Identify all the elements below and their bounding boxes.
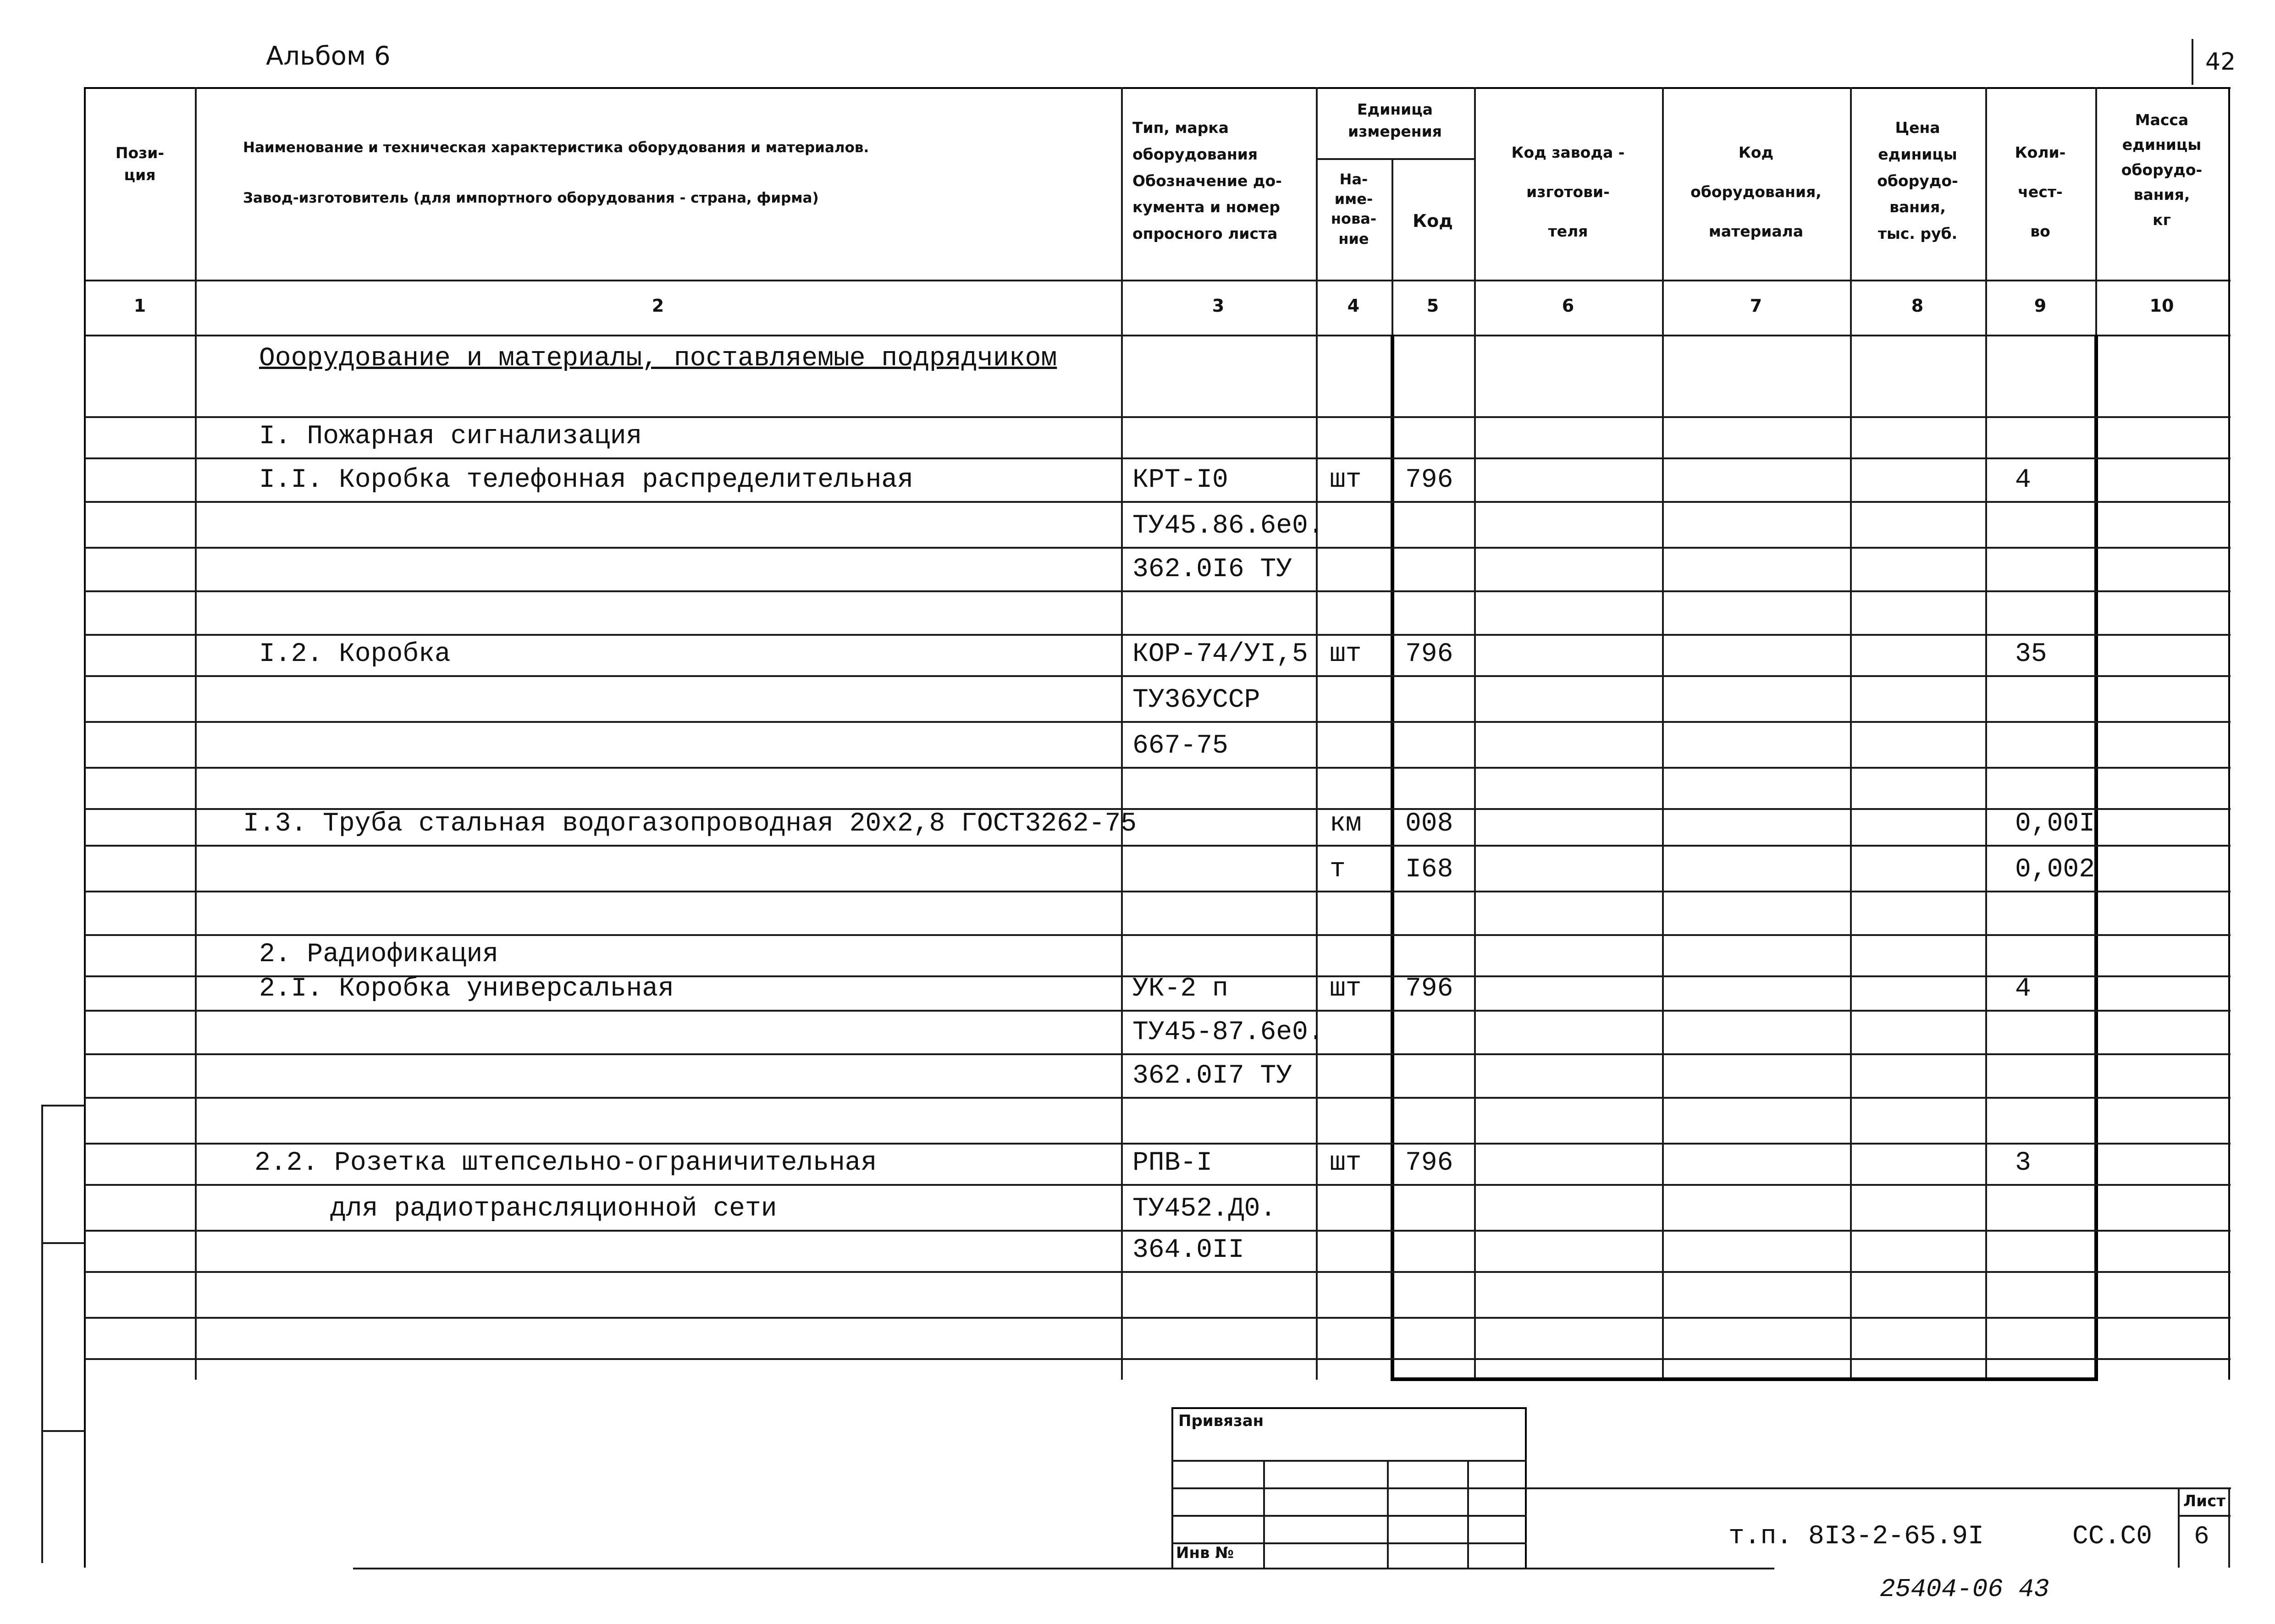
stamp-privyazan: Привязан	[1178, 1412, 1264, 1430]
row-name: I. Пожарная сигнализация	[259, 422, 642, 451]
sheet-box-mid	[2178, 1515, 2231, 1517]
row-code: 008	[1405, 809, 1453, 839]
row-qty: 4	[2015, 465, 2031, 495]
section-title: Ооорудование и материалы, поставляемые подрядчиком	[259, 344, 1057, 374]
bold-frame-bottom	[1391, 1377, 2098, 1381]
stamp-top	[1171, 1407, 1527, 1409]
row-divider	[85, 501, 2231, 503]
row-divider	[85, 767, 2231, 769]
col-line-6	[1662, 87, 1664, 1380]
stamp-row-1	[1171, 1460, 1527, 1462]
sheet-box-right	[2228, 1487, 2230, 1568]
column-number: 2	[652, 296, 664, 316]
row-divider	[85, 1230, 2231, 1232]
stamp-inventory-number: Инв №	[1176, 1544, 1234, 1562]
header-unit-group: Единица измерения	[1348, 100, 1442, 140]
table-left-border	[84, 87, 86, 1568]
page-number: 42	[2205, 48, 2236, 76]
row-unit: т	[1330, 855, 1346, 885]
row-name: I.2. Коробка	[259, 639, 451, 669]
header-equipment-code: Код оборудования, материала	[1690, 143, 1822, 240]
row-name: 2.I. Коробка универсальная	[259, 974, 674, 1004]
row-qty: 4	[2015, 974, 2031, 1004]
row-divider	[85, 1358, 2231, 1360]
handwritten-footer-number: 25404-06 43	[1880, 1574, 2049, 1604]
row-qty: 0,002	[2015, 855, 2095, 885]
title-block-bottom-line	[353, 1568, 1774, 1569]
column-number: 7	[1750, 296, 1762, 316]
row-type: УК-2 п	[1132, 974, 1228, 1004]
col-line-8	[1985, 87, 1987, 1380]
row-divider	[85, 1271, 2231, 1273]
row-unit: шт	[1330, 974, 1362, 1004]
row-divider	[85, 1317, 2231, 1319]
column-number: 8	[1911, 296, 1924, 316]
header-unit-name: На- име- нова- ние	[1331, 171, 1377, 248]
row-type: 362.0I6 ТУ	[1132, 555, 1292, 584]
title-block-top-line	[1525, 1487, 2231, 1489]
column-number: 6	[1562, 296, 1574, 316]
row-name: для радиотрансляционной сети	[330, 1194, 777, 1224]
row-qty: 35	[2015, 639, 2047, 669]
album-label: Альбом 6	[266, 41, 391, 71]
header-name-line2: Завод-изготовитель (для импортного оборудования - страна, фирма)	[243, 190, 819, 206]
stamp-col-1	[1263, 1460, 1265, 1568]
row-type: КОР-74/УI,5	[1132, 639, 1308, 669]
sheet-box-left	[2178, 1487, 2180, 1568]
sheet-label: Лист	[2183, 1492, 2225, 1510]
bold-frame-left	[1391, 335, 1394, 1380]
unit-group-divider	[1316, 158, 1474, 160]
header-name-line1: Наименование и техническая характеристика оборудования и материалов.	[243, 139, 869, 156]
row-qty: 0,00I	[2015, 809, 2095, 839]
row-type: ТУ452.Д0.	[1132, 1194, 1276, 1224]
col-line-5	[1474, 87, 1476, 1380]
row-code: 796	[1405, 639, 1453, 669]
row-type: 667-75	[1132, 731, 1228, 761]
header-mass: Масса единицы оборудо- вания, кг	[2121, 111, 2203, 229]
stamp-row-3	[1171, 1515, 1527, 1517]
margin-box-mid1	[41, 1242, 85, 1244]
row-divider	[85, 1010, 2231, 1012]
row-divider	[85, 1143, 2231, 1145]
row-divider	[85, 590, 2231, 592]
row-type: 364.0II	[1132, 1235, 1244, 1265]
row-type: РПВ-I	[1132, 1148, 1213, 1178]
header-quantity: Коли- чест- во	[2015, 143, 2066, 240]
row-divider	[85, 1053, 2231, 1055]
row-type: 362.0I7 ТУ	[1132, 1061, 1292, 1091]
header-factory-code: Код завода - изготови- теля	[1511, 143, 1625, 240]
row-name: I.I. Коробка телефонная распределительная	[259, 465, 914, 495]
sheet-number: 6	[2194, 1522, 2209, 1551]
row-unit: км	[1330, 809, 1362, 839]
row-type: ТУ45.86.6е0.	[1132, 511, 1324, 541]
row-unit: шт	[1330, 639, 1362, 669]
column-number: 3	[1212, 296, 1225, 316]
stamp-col-3	[1467, 1460, 1469, 1568]
table-top-border	[85, 87, 2231, 89]
column-number: 9	[2034, 296, 2047, 316]
stamp-col-2	[1387, 1460, 1389, 1568]
row-divider	[85, 634, 2231, 636]
bold-frame-right	[2094, 335, 2098, 1380]
table-right-border	[2228, 87, 2230, 1380]
document-code: т.п. 8I3-2-65.9I	[1728, 1522, 1984, 1552]
header-unit-code: Код	[1413, 211, 1453, 231]
row-divider	[85, 891, 2231, 892]
row-name: I.3. Труба стальная водогазопроводная 20х2,8 ГОСТ3262-75	[243, 809, 1137, 839]
column-number: 1	[133, 296, 146, 316]
row-name: 2. Радиофикация	[259, 940, 499, 969]
col-line-2	[1121, 87, 1123, 1380]
number-row-bottom-border	[85, 335, 2231, 336]
page-number-divider	[2192, 39, 2193, 85]
margin-box-mid2	[41, 1430, 85, 1432]
row-divider	[85, 845, 2231, 847]
col-line-7	[1850, 87, 1852, 1380]
row-qty: 3	[2015, 1148, 2031, 1178]
margin-box-line	[41, 1105, 43, 1563]
row-type: ТУ36УССР	[1132, 685, 1260, 715]
margin-box-top	[41, 1105, 85, 1107]
row-divider	[85, 675, 2231, 677]
header-type: Тип, марка оборудования Обозначение до- кумента и номер опросного листа	[1132, 119, 1282, 242]
stamp-row-2	[1171, 1487, 1527, 1489]
row-divider	[85, 457, 2231, 459]
column-number: 5	[1426, 296, 1439, 316]
row-unit: шт	[1330, 1148, 1362, 1178]
row-divider	[85, 721, 2231, 723]
row-type: КРТ-I0	[1132, 465, 1228, 495]
row-divider	[85, 1184, 2231, 1186]
row-unit: шт	[1330, 465, 1362, 495]
row-code: 796	[1405, 974, 1453, 1004]
row-name: 2.2. Розетка штепсельно-ограничительная	[254, 1148, 877, 1178]
col-line-1	[195, 87, 197, 1380]
row-divider	[85, 416, 2231, 418]
row-divider	[85, 934, 2231, 936]
col-line-3	[1316, 87, 1318, 1380]
header-position: Пози- ция	[115, 144, 165, 184]
row-divider	[85, 1097, 2231, 1099]
row-code: 796	[1405, 465, 1453, 495]
column-number: 10	[2149, 296, 2174, 316]
sheet-code: СС.С0	[2072, 1522, 2153, 1552]
row-type: ТУ45-87.6е0.	[1132, 1018, 1324, 1047]
row-code: I68	[1405, 855, 1453, 885]
header-price: Цена единицы оборудо- вания, тыс. руб.	[1877, 119, 1958, 242]
row-divider	[85, 547, 2231, 549]
column-number: 4	[1347, 296, 1360, 316]
row-code: 796	[1405, 1148, 1453, 1178]
header-bottom-border	[85, 280, 2231, 281]
